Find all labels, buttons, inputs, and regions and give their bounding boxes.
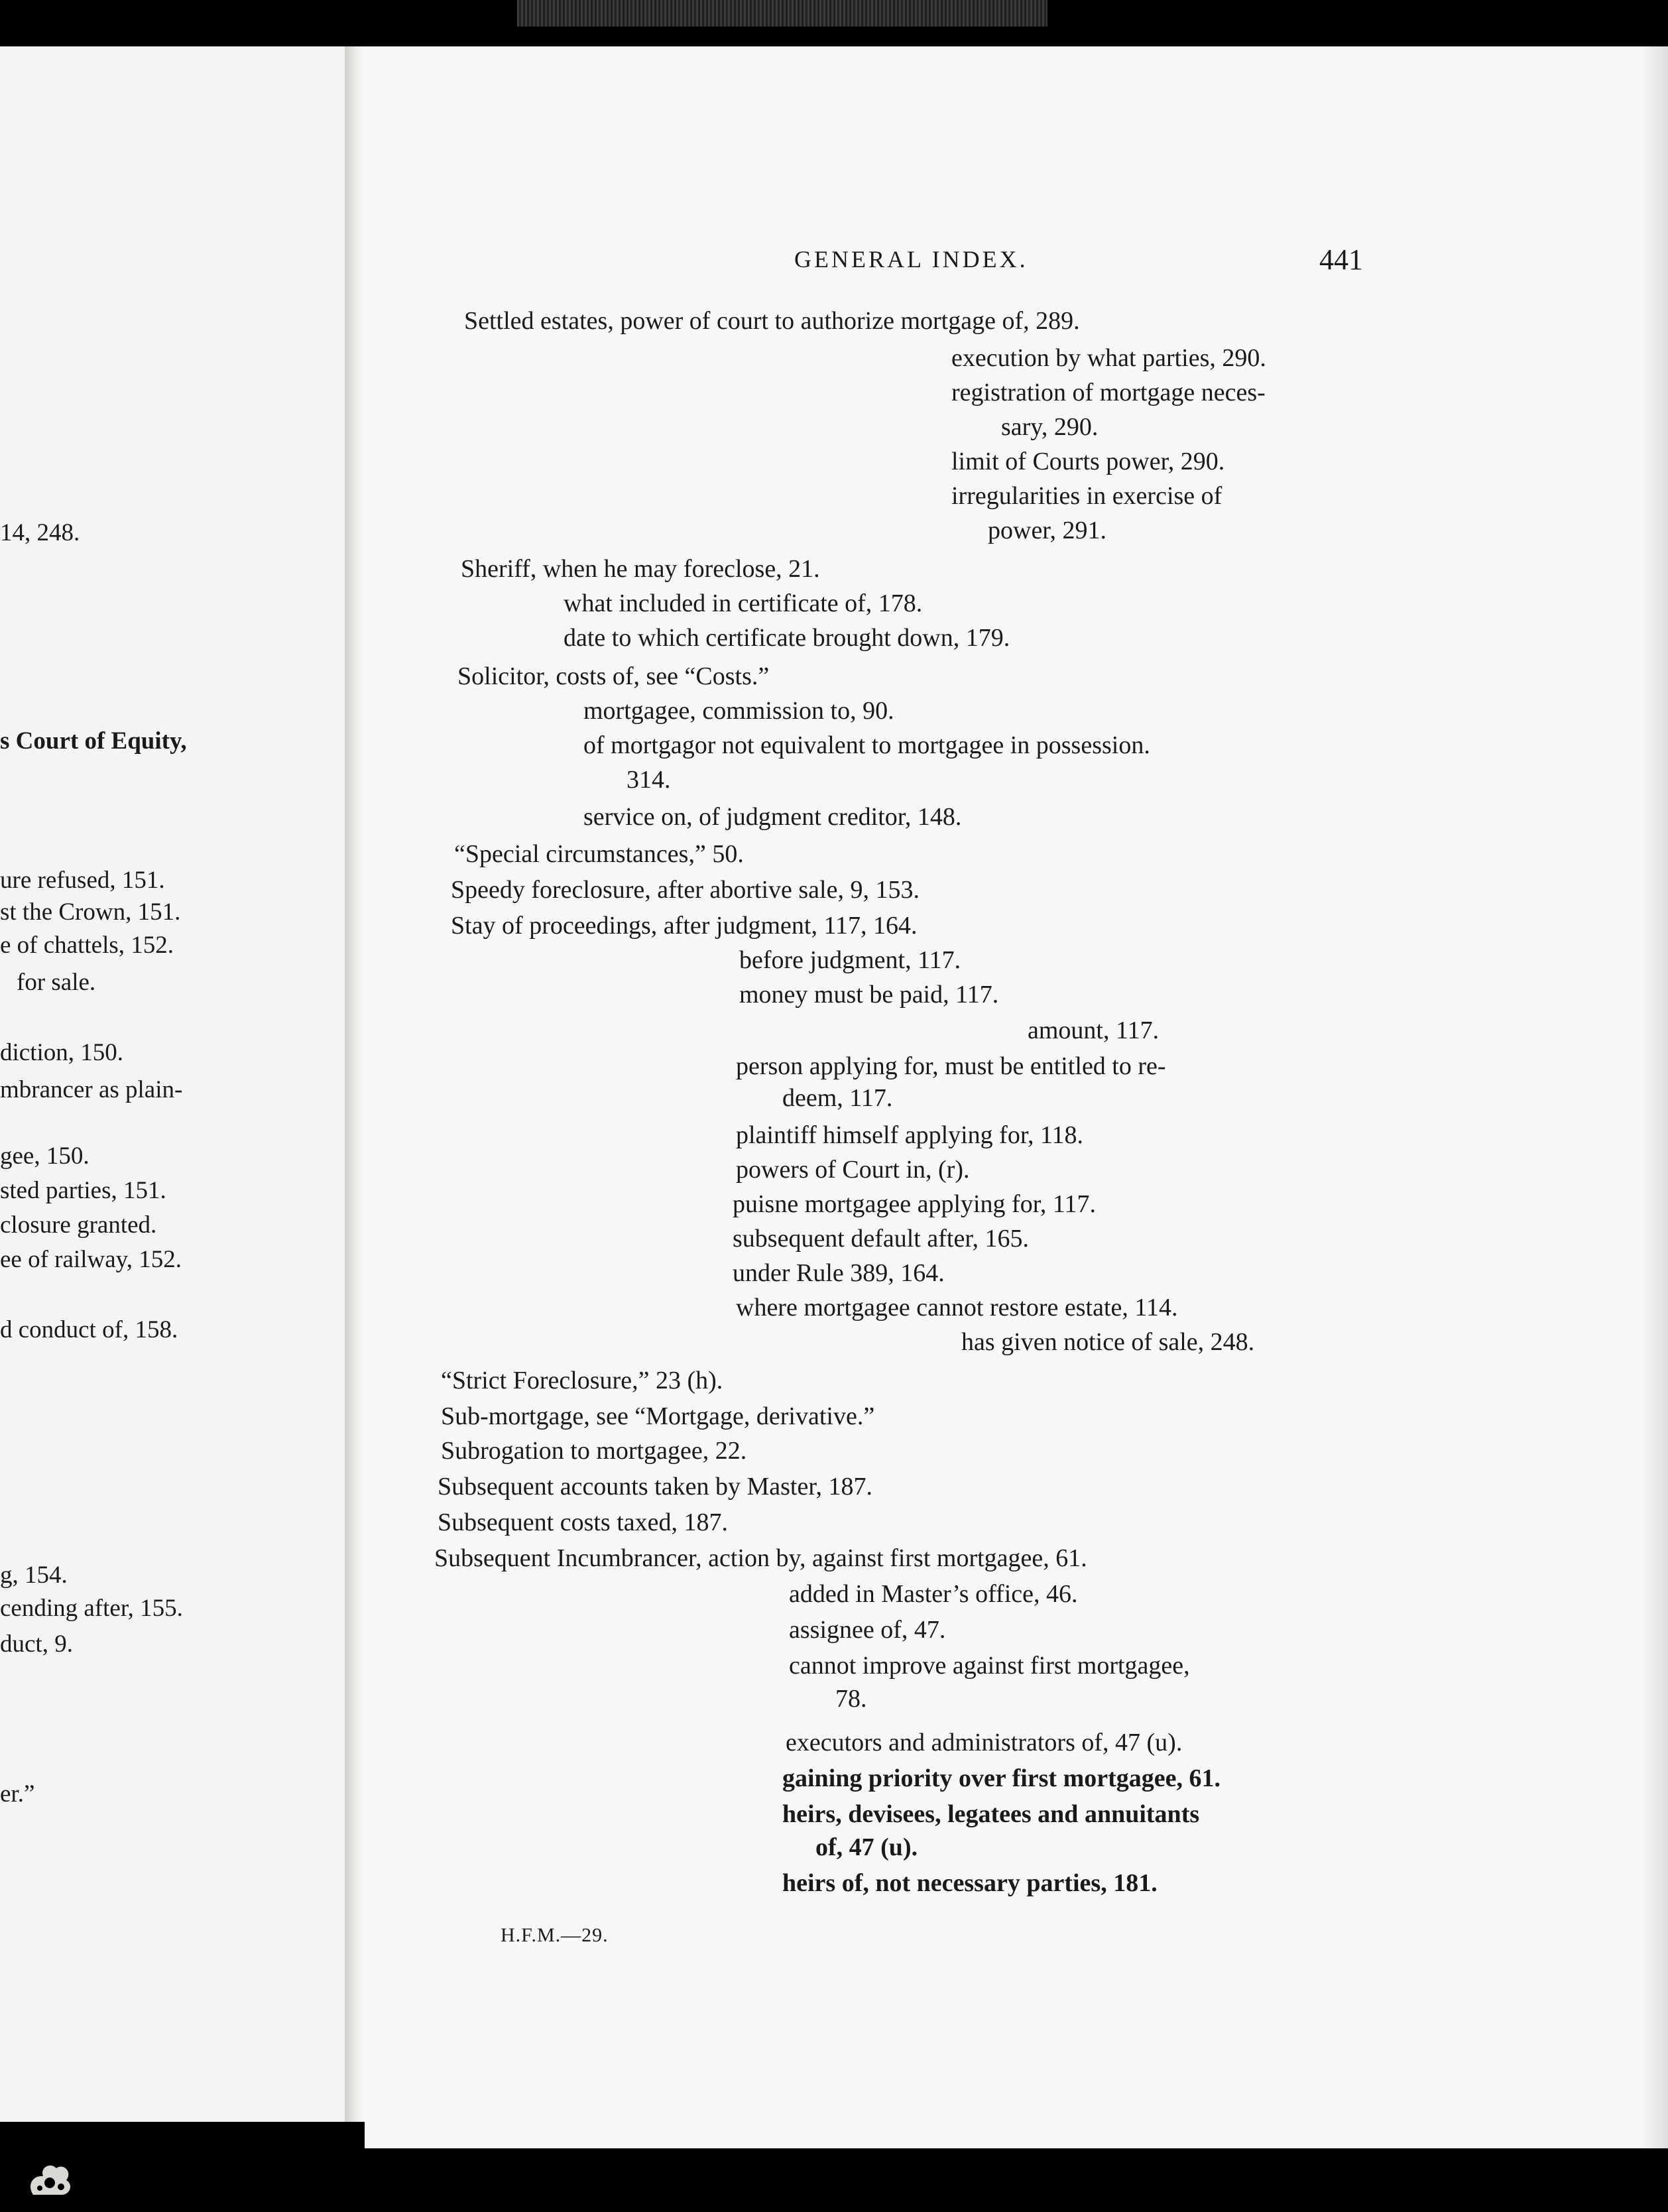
index-entry: Subsequent Incumbrancer, action by, against first mortgagee, 61. xyxy=(434,1544,1087,1572)
index-subentry: before judgment, 117. xyxy=(739,946,961,974)
book-gutter xyxy=(345,46,365,2122)
left-line: e of chattels, 152. xyxy=(0,932,174,959)
index-subentry: where mortgagee cannot restore estate, 114. xyxy=(736,1294,1178,1321)
index-subentry: under Rule 389, 164. xyxy=(733,1259,945,1287)
left-line: g, 154. xyxy=(0,1562,68,1589)
left-line: sted parties, 151. xyxy=(0,1177,166,1204)
running-head: GENERAL INDEX. xyxy=(794,246,1028,273)
page-number: 441 xyxy=(1319,243,1363,276)
index-subentry: service on, of judgment creditor, 148. xyxy=(583,803,962,831)
index-subentry: assignee of, 47. xyxy=(789,1616,946,1644)
index-subentry: execution by what parties, 290. xyxy=(951,344,1266,372)
left-line: diction, 150. xyxy=(0,1039,124,1066)
left-line: closure granted. xyxy=(0,1211,157,1239)
index-continuation: power, 291. xyxy=(988,517,1106,544)
left-page xyxy=(0,46,345,2122)
index-subentry: registration of mortgage neces- xyxy=(951,379,1266,406)
index-subentry: subsequent default after, 165. xyxy=(733,1225,1029,1253)
index-subentry: irregularities in exercise of xyxy=(951,482,1222,510)
index-subentry: powers of Court in, (r). xyxy=(736,1156,970,1184)
index-entry: Subsequent costs taxed, 187. xyxy=(438,1508,729,1536)
left-line: for sale. xyxy=(17,969,96,996)
index-subentry: person applying for, must be entitled to re- xyxy=(736,1052,1166,1080)
index-subentry: date to which certificate brought down, 179. xyxy=(564,624,1010,652)
index-continuation: of, 47 (u). xyxy=(815,1833,918,1861)
printer-ornament-icon xyxy=(20,2148,80,2201)
left-line: duct, 9. xyxy=(0,1630,73,1658)
index-subentry: amount, 117. xyxy=(1028,1016,1160,1044)
index-subentry: heirs of, not necessary parties, 181. xyxy=(782,1869,1158,1897)
right-page xyxy=(365,46,1668,2148)
left-line: s Court of Equity, xyxy=(0,727,187,755)
index-entry: Stay of proceedings, after judgment, 117, 164. xyxy=(451,912,918,940)
index-entry: Subrogation to mortgagee, 22. xyxy=(441,1437,747,1465)
index-subentry: money must be paid, 117. xyxy=(739,981,999,1009)
left-line: gee, 150. xyxy=(0,1142,89,1170)
index-continuation: 314. xyxy=(626,766,671,794)
index-continuation: sary, 290. xyxy=(1001,413,1099,441)
scan-edge-strip xyxy=(517,0,1047,27)
left-line: ure refused, 151. xyxy=(0,867,165,894)
index-entry: Settled estates, power of court to authorize mortgage of, 289. xyxy=(464,307,1080,335)
left-line: er.” xyxy=(0,1780,35,1808)
index-subentry: puisne mortgagee applying for, 117. xyxy=(733,1190,1096,1218)
page-edge-shadow xyxy=(1641,46,1668,2148)
index-entry: Speedy foreclosure, after abortive sale, 9, 153. xyxy=(451,876,920,904)
index-subentry: executors and administrators of, 47 (u). xyxy=(786,1729,1183,1756)
index-subentry: gaining priority over first mortgagee, 61. xyxy=(782,1764,1221,1792)
left-line: cending after, 155. xyxy=(0,1595,183,1622)
index-entry: Subsequent accounts taken by Master, 187. xyxy=(438,1473,872,1501)
index-subentry: plaintiff himself applying for, 118. xyxy=(736,1121,1084,1149)
index-continuation: 78. xyxy=(835,1685,867,1713)
index-subentry: of mortgagor not equivalent to mortgagee in possession. xyxy=(583,731,1150,759)
index-subentry: added in Master’s office, 46. xyxy=(789,1580,1078,1608)
left-line: mbrancer as plain- xyxy=(0,1076,183,1103)
index-entry: Sub-mortgage, see “Mortgage, derivative.” xyxy=(441,1402,875,1430)
index-entry: “Special circumstances,” 50. xyxy=(454,840,744,868)
left-line: d conduct of, 158. xyxy=(0,1316,178,1343)
left-line: 14, 248. xyxy=(0,519,80,546)
index-entry: “Strict Foreclosure,” 23 (h). xyxy=(441,1367,723,1394)
index-entry: Solicitor, costs of, see “Costs.” xyxy=(457,662,770,690)
index-subentry: has given notice of sale, 248. xyxy=(961,1328,1255,1356)
index-subentry: mortgagee, commission to, 90. xyxy=(583,697,894,725)
index-entry: Sheriff, when he may foreclose, 21. xyxy=(461,555,820,583)
index-continuation: deem, 117. xyxy=(782,1084,893,1112)
index-subentry: what included in certificate of, 178. xyxy=(564,589,923,617)
left-line: st the Crown, 151. xyxy=(0,898,181,926)
index-subentry: limit of Courts power, 290. xyxy=(951,448,1225,475)
signature-mark: H.F.M.—29. xyxy=(501,1924,609,1946)
left-line: ee of railway, 152. xyxy=(0,1246,182,1273)
index-subentry: cannot improve against first mortgagee, xyxy=(789,1652,1190,1680)
index-subentry: heirs, devisees, legatees and annuitants xyxy=(782,1800,1200,1828)
